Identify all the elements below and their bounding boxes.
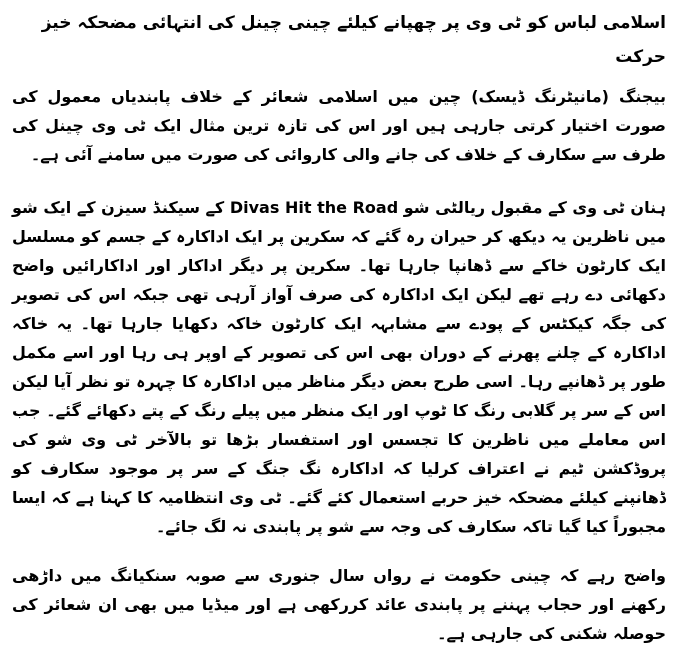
paragraph-conclusion: واضح رہے کہ چینی حکومت نے رواں سال جنوری سے صوبہ سنکیانگ میں داڑھی رکھنے اور حجاب پہننے پر پابندی عائد کررکھی ہے اور میڈیا میں بھی ان شعائر کی حوصلہ شکنی کی جارہی ہے۔	[12, 566, 666, 643]
article-headline: اسلامی لباس کو ٹی وی پر چھپانے کیلئے چینی چینل کی انتہائی مضحکہ خیز حرکت	[41, 13, 666, 67]
paragraph-details-rest: کے سیکنڈ سیزن کے ایک شو میں ناظرین یہ دیکھ کر حیران رہ گئے کہ سکرین پر ایک اداکارہ کے جسم کو مسلسل ایک کارٹون خاکے سے ڈھانپا جارہا تھا۔ سکرین پر دیگر اداکار اور اداکارائیں واضح دکھائی دے رہے تھے لیکن ایک اداکارہ کی صرف آواز آرہی تھی جبکہ اس کی تصویر کی جگہ کیکٹس کے پودے سے مشابہہ ایک کارٹون خاکہ دکھایا جارہا تھا۔ یہ خاکہ اداکارہ کے چلنے پھرنے کے دوران بھی اس کی تصویر کے اوپر ہی رہا اور اسے مکمل طور پر ڈھانپے رہا۔ اسی طرح بعض دیگر مناظر میں اداکارہ کا چہرہ تو نظر آیا لیکن اس کے سر پر گلابی رنگ کا ٹوپ اور ایک منظر میں پیلے رنگ کے پتے دکھائے گئے۔ جب اس معاملے میں ناظرین کا تجسس اور استفسار بڑھا تو بالآخر ٹی وی شو کی پروڈکشن ٹیم نے اعتراف کرلیا کہ اداکارہ نگ جنگ کے سر پر موجود سکارف کو ڈھانپنے کیلئے مضحکہ خیز حربے استعمال کئے گئے۔ ٹی وی انتظامیہ کا کہنا ہے کہ ایسا مجبوراً کیا گیا تاکہ سکارف کی وجہ سے شو پر پابندی نہ لگ جائے۔	[12, 198, 666, 536]
paragraph-details-start: ہنان ٹی وی کے مقبول ریالٹی شو	[403, 198, 666, 217]
show-name: Divas Hit the Road	[229, 198, 399, 217]
paragraph-details	[12, 193, 666, 541]
paragraph-intro: بیجنگ (مانیٹرنگ ڈیسک) چین میں اسلامی شعائر کے خلاف پابندیاں معمول کی صورت اختیار کرتی جارہی ہیں اور اس کی تازہ ترین مثال ایک ٹی وی چینل کی طرف سے سکارف کے خلاف کی جانے والی کاروائی کی صورت میں سامنے آئی ہے۔	[12, 87, 666, 164]
